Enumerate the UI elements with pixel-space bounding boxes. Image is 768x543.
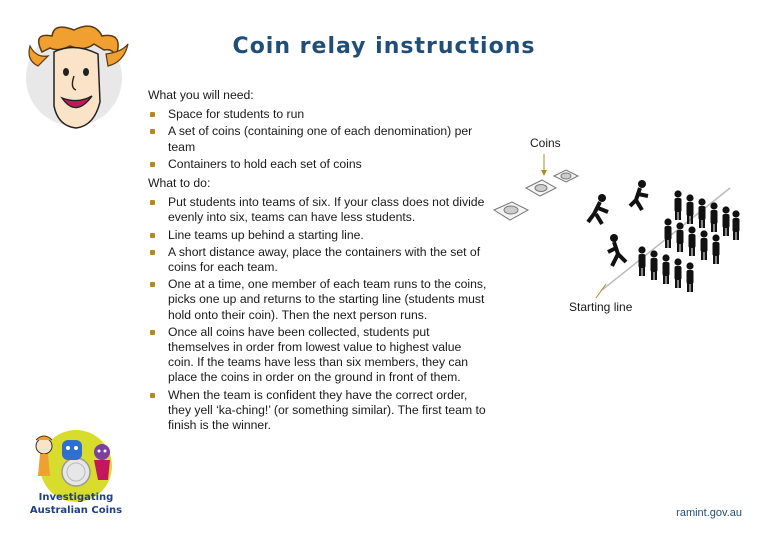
relay-illustration	[490, 130, 760, 320]
bullet-icon	[150, 233, 155, 238]
bullet-icon	[150, 250, 155, 255]
logo-line-2: Australian Coins	[29, 505, 123, 516]
list-item: A set of coins (containing one of each denomination) per team	[148, 124, 488, 154]
footer-url[interactable]: ramint.gov.au	[676, 507, 742, 519]
need-list	[148, 107, 488, 172]
team-figures	[638, 190, 739, 292]
do-list	[148, 195, 488, 433]
list-item: Space for students to run	[148, 107, 488, 122]
starting-line-label: Starting line	[569, 300, 633, 314]
list-item: A short distance away, place the containers with the set of coins for each team.	[148, 245, 488, 275]
bullet-icon	[150, 129, 155, 134]
bullet-icon	[150, 200, 155, 205]
list-item: One at a time, one member of each team runs to the coins, picks one up and returns to the starting line (students must hold onto their coin). Then the next person runs.	[148, 277, 488, 323]
runner-figure	[608, 234, 626, 266]
relay-diagram	[490, 130, 760, 320]
instructions	[148, 88, 488, 437]
list-item: Once all coins have been collected, students put themselves in order from lowest value to highest value coin. If the teams have less than six members, they can place the coins in order on the ground in front of them.	[148, 325, 488, 386]
runner-figure	[588, 194, 608, 224]
need-heading: What you will need:	[148, 88, 254, 102]
runner-figure	[630, 180, 648, 210]
do-heading: What to do:	[148, 176, 211, 191]
list-item: Line teams up behind a starting line.	[148, 228, 488, 243]
bullet-icon	[150, 393, 155, 398]
coins-label: Coins	[530, 136, 561, 150]
coin-container	[526, 180, 556, 196]
bullet-icon	[150, 112, 155, 117]
mascot-illustration	[24, 22, 130, 134]
logo-line-1: Investigating	[38, 492, 114, 503]
list-item: Put students into teams of six. If your class does not divide evenly into six, teams can have less students.	[148, 195, 488, 225]
coin-container	[494, 202, 528, 220]
list-item: When the team is confident they have the correct order, they yell ‘ka-ching!’ (or something similar). The first team to finish is the winner.	[148, 388, 488, 434]
bullet-icon	[150, 282, 155, 287]
bullet-icon	[150, 330, 155, 335]
page-title: Coin relay instructions	[232, 34, 536, 59]
coin-container	[554, 170, 578, 182]
list-item: Containers to hold each set of coins	[148, 157, 488, 172]
bullet-icon	[150, 162, 155, 167]
